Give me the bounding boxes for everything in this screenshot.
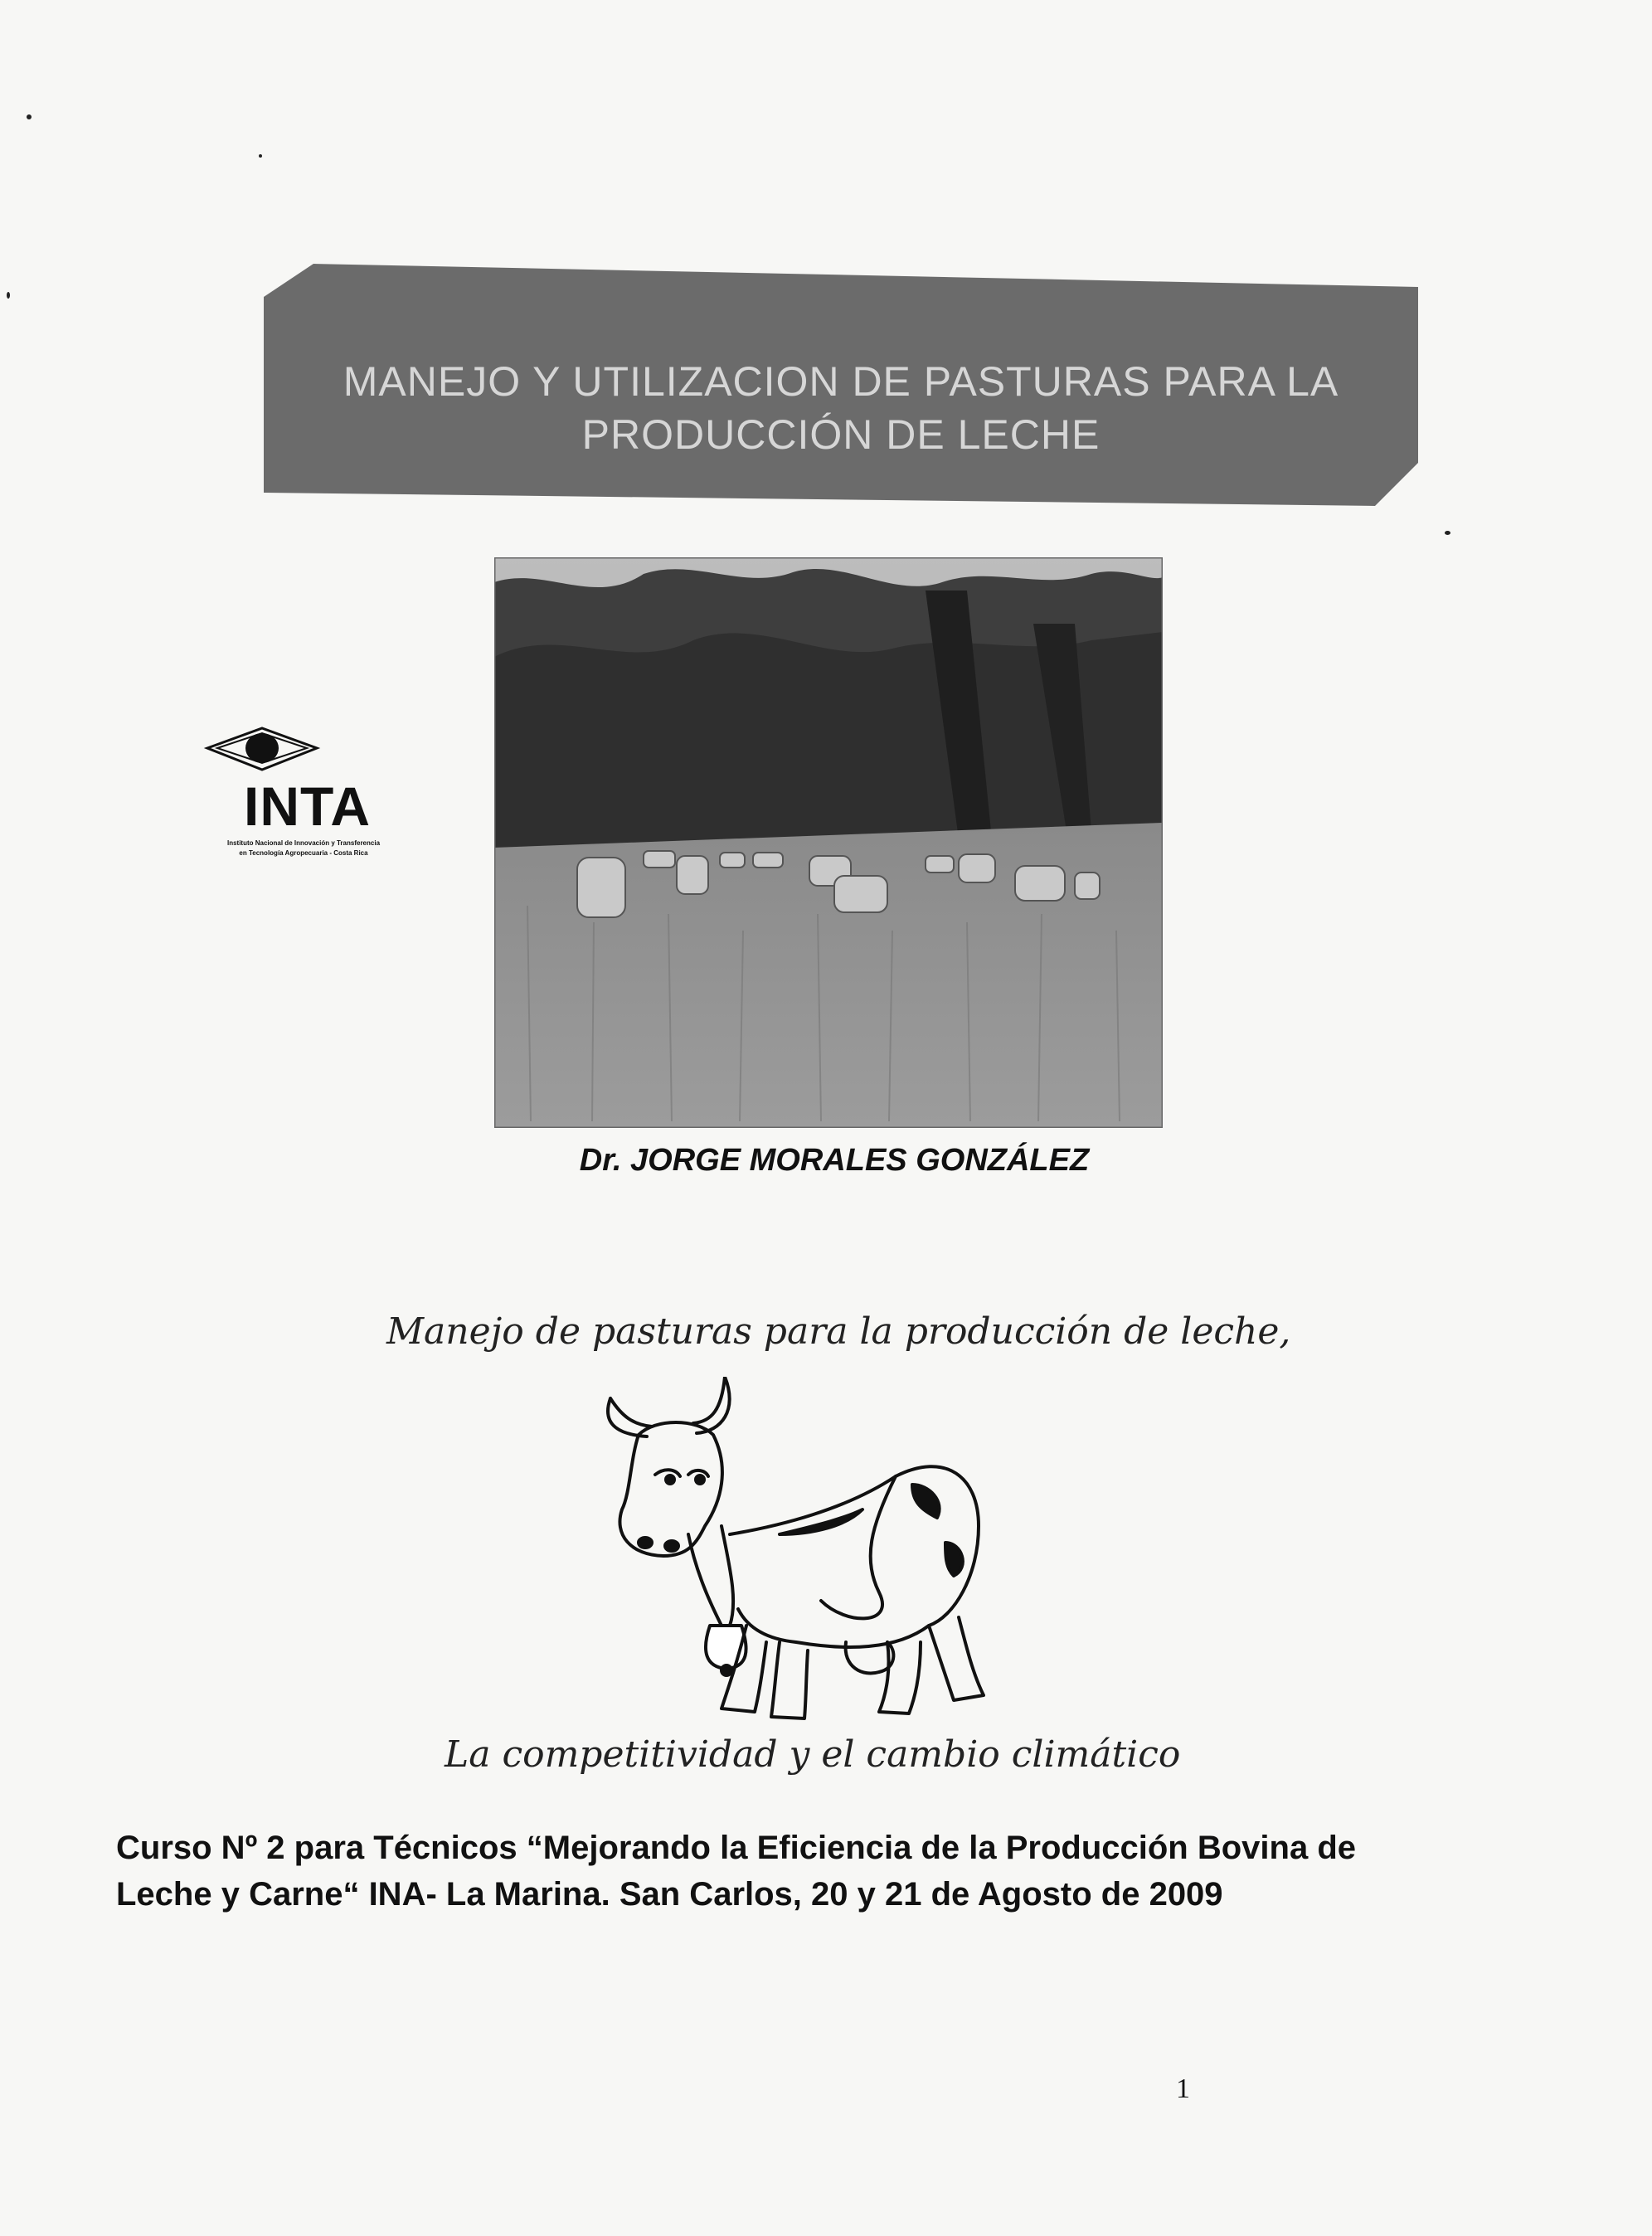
author-name: Dr. JORGE MORALES GONZÁLEZ xyxy=(579,1143,1090,1178)
course-line-2: Leche y Carne“ INA- La Marina. San Carlos, 20 y 21 de Agosto de 2009 xyxy=(116,1876,1223,1913)
cow-illustration xyxy=(597,1377,995,1733)
course-line-1: Curso Nº 2 para Técnicos “Mejorando la Eficiencia de la Producción Bovina de xyxy=(116,1830,1356,1866)
logo-subtitle-1: Instituto Nacional de Innovación y Transferencia xyxy=(226,839,381,847)
title-line-2: PRODUCCIÓN DE LECHE xyxy=(581,411,1101,458)
scan-speck xyxy=(27,114,32,119)
scan-speck xyxy=(259,154,262,158)
logo-wordmark: INTA xyxy=(244,775,372,837)
title-banner xyxy=(264,264,1418,506)
scan-speck xyxy=(1445,531,1450,535)
page-title xyxy=(264,355,1418,461)
course-info xyxy=(116,1825,1443,1918)
title-line-1: MANEJO Y UTILIZACION DE PASTURAS PARA LA xyxy=(343,358,1339,405)
pasture-photo xyxy=(494,557,1163,1128)
scan-speck xyxy=(7,292,10,299)
handwritten-caption-top: Manejo de pasturas para la producción de leche, xyxy=(386,1310,1291,1353)
handwritten-caption-bottom: La competitividad y el cambio climático xyxy=(445,1733,1181,1776)
inta-logo xyxy=(196,718,403,884)
logo-subtitle-2: en Tecnología Agropecuaria - Costa Rica xyxy=(239,849,368,857)
page-number: 1 xyxy=(1176,2073,1190,2104)
